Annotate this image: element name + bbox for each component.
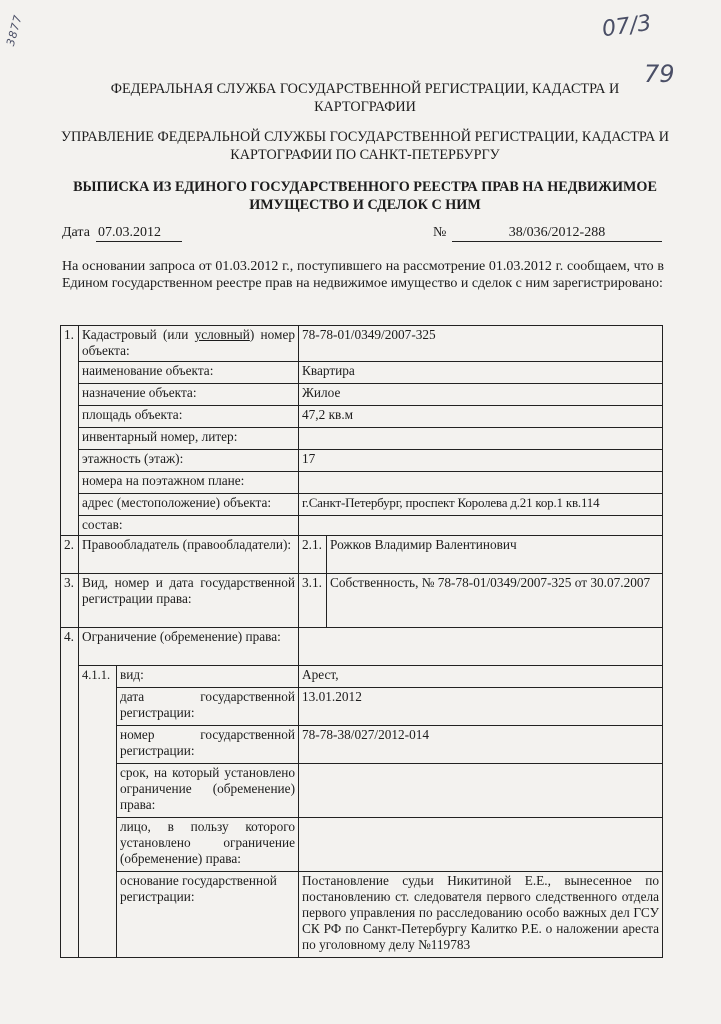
table-row — [61, 362, 663, 384]
field-label: Вид, номер и дата государственной регистрации права: — [79, 574, 299, 628]
field-value: Квартира — [299, 362, 663, 384]
section-number: 1. — [61, 326, 79, 536]
table-row — [61, 516, 663, 536]
table-row — [61, 872, 663, 958]
department-name: УПРАВЛЕНИЕ ФЕДЕРАЛЬНОЙ СЛУЖБЫ ГОСУДАРСТВЕННОЙ РЕГИСТРАЦИИ, КАДАСТРА И КАРТОГРАФИИ ПО САНКТ-ПЕТЕРБУРГУ — [60, 129, 670, 163]
field-value — [299, 764, 663, 818]
field-label: адрес (местоположение) объекта: — [79, 494, 299, 516]
field-label: срок, на который установлено ограничение (обременение) права: — [117, 764, 299, 818]
field-label: номер государственной регистрации: — [117, 726, 299, 764]
section-number: 4. — [61, 628, 79, 958]
number-value: 38/036/2012-288 — [452, 225, 662, 242]
field-value — [299, 472, 663, 494]
field-value — [299, 428, 663, 450]
table-row — [61, 536, 663, 574]
field-label — [79, 326, 299, 362]
handwritten-note-left: 3877 — [4, 13, 25, 48]
number-label: № — [433, 225, 447, 240]
field-value: Жилое — [299, 384, 663, 406]
field-value: 13.01.2012 — [299, 688, 663, 726]
field-value: 47,2 кв.м — [299, 406, 663, 428]
field-label: площадь объекта: — [79, 406, 299, 428]
handwritten-note-top-right: 07/3 — [600, 10, 653, 43]
cadastral-number: 78-78-01/0349/2007-325 — [299, 326, 663, 362]
field-value: 78-78-38/027/2012-014 — [299, 726, 663, 764]
field-value — [299, 818, 663, 872]
field-label: основание государственной регистрации: — [117, 872, 299, 958]
field-label: Правообладатель (правообладатели): — [79, 536, 299, 574]
table-row — [61, 818, 663, 872]
section-number: 3. — [61, 574, 79, 628]
handwritten-page-number: 79 — [644, 60, 675, 88]
field-label: дата государственной регистрации: — [117, 688, 299, 726]
cadastral-label-part: ) номер объекта: — [82, 327, 295, 358]
cadastral-label-underlined: условный — [194, 327, 250, 342]
field-label: наименование объекта: — [79, 362, 299, 384]
field-label: состав: — [79, 516, 299, 536]
registry-table — [60, 325, 663, 958]
table-row — [61, 406, 663, 428]
field-value: 17 — [299, 450, 663, 472]
table-row — [61, 574, 663, 628]
date-value: 07.03.2012 — [96, 225, 182, 242]
table-row — [61, 384, 663, 406]
table-row — [61, 764, 663, 818]
table-row — [61, 428, 663, 450]
field-label: инвентарный номер, литер: — [79, 428, 299, 450]
subsection-number: 4.1.1. — [79, 666, 117, 958]
field-label: вид: — [117, 666, 299, 688]
right-registration-value: Собственность, № 78-78-01/0349/2007-325 от 30.07.2007 — [327, 574, 663, 628]
table-row — [61, 450, 663, 472]
field-value: Арест, — [299, 666, 663, 688]
address-value: г.Санкт-Петербург, проспект Королева д.21 кор.1 кв.114 — [299, 494, 663, 516]
registration-basis-value: Постановление судьи Никитиной Е.Е., вынесенное по постановлению ст. следователя первого следственного отдела первого управления по расследованию особо важных дел ГСУ СК РФ по Санкт-Петербургу Калитко Р.Е. о наложении ареста по уголовному делу №119783 — [299, 872, 663, 958]
field-label: Ограничение (обременение) права: — [79, 628, 299, 666]
subsection-number: 3.1. — [299, 574, 327, 628]
owner-name: Рожков Владимир Валентинович — [327, 536, 663, 574]
table-row — [61, 688, 663, 726]
table-row — [61, 326, 663, 362]
document-title: ВЫПИСКА ИЗ ЕДИНОГО ГОСУДАРСТВЕННОГО РЕЕСТРА ПРАВ НА НЕДВИЖИМОЕ ИМУЩЕСТВО И СДЕЛОК С НИМ — [73, 179, 657, 213]
table-row — [61, 472, 663, 494]
table-row — [61, 666, 663, 688]
subsection-number: 2.1. — [299, 536, 327, 574]
section-number: 2. — [61, 536, 79, 574]
intro-paragraph: На основании запроса от 01.03.2012 г., поступившего на рассмотрение 01.03.2012 г. сообщаем, что в Едином государственном реестре прав на недвижимое имущество и сделок с ним зарегистрировано: — [62, 259, 664, 291]
field-value — [299, 516, 663, 536]
table-row — [61, 726, 663, 764]
agency-name: ФЕДЕРАЛЬНАЯ СЛУЖБА ГОСУДАРСТВЕННОЙ РЕГИСТРАЦИИ, КАДАСТРА И КАРТОГРАФИИ — [110, 81, 620, 115]
table-row — [61, 494, 663, 516]
field-label: номера на поэтажном плане: — [79, 472, 299, 494]
field-label: назначение объекта: — [79, 384, 299, 406]
field-label: лицо, в пользу которого установлено ограничение (обременение) права: — [117, 818, 299, 872]
cadastral-label-part: Кадастровый (или — [82, 327, 195, 342]
field-value — [299, 628, 663, 666]
date-label: Дата — [62, 225, 90, 240]
field-label: этажность (этаж): — [79, 450, 299, 472]
table-row — [61, 628, 663, 666]
